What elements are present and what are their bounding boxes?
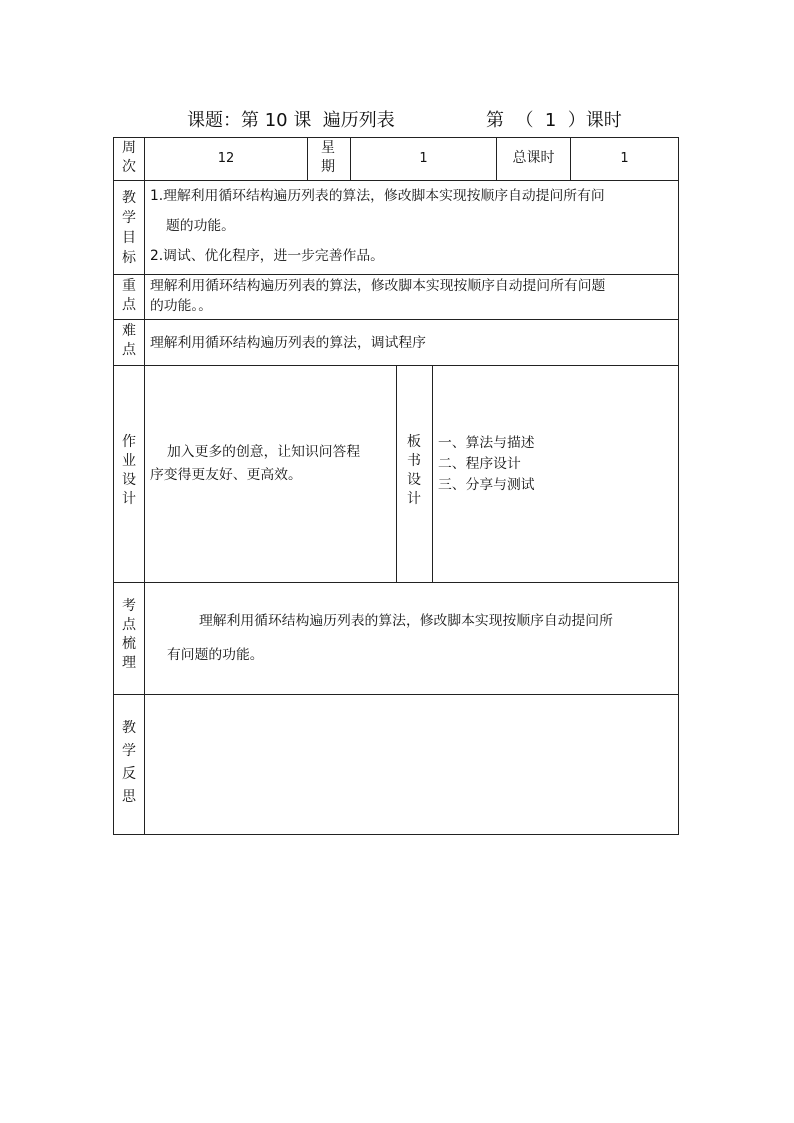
- objective-item-2: 2.调试、优化程序，进一步完善作品。: [150, 248, 384, 264]
- table-border-top: [113, 137, 679, 138]
- homework-line-2: 序变得更友好、更高效。: [150, 467, 302, 483]
- col-divider: [432, 365, 433, 582]
- objective-item-1: 1.理解利用循环结构遍历列表的算法，修改脚本实现按顺序自动提问所有问: [150, 188, 605, 204]
- reflection-label: 教学反思: [122, 720, 136, 805]
- board-item-1: 一、算法与描述: [438, 435, 535, 451]
- board-item-3: 三、分享与测试: [438, 477, 535, 493]
- difficulties-text: 理解利用循环结构遍历列表的算法，调试程序: [150, 335, 426, 351]
- homework-label: 作业设计: [122, 434, 136, 507]
- col-divider: [307, 137, 308, 180]
- row-divider: [113, 694, 679, 695]
- lesson-plan-table: [113, 137, 679, 835]
- row-divider: [113, 180, 679, 181]
- objectives-label: 教学目标: [122, 190, 136, 266]
- board-label: 板书设计: [407, 434, 421, 507]
- exam-points-line-2: 有问题的功能。: [167, 647, 264, 663]
- board-item-2: 二、程序设计: [438, 456, 521, 472]
- key-points-line-1: 理解利用循环结构遍历列表的算法，修改脚本实现按顺序自动提问所有问题: [150, 278, 606, 294]
- week-value: 12: [217, 151, 235, 166]
- week-label: 周次: [122, 140, 136, 175]
- document-title: [0, 106, 794, 132]
- difficulties-label: 难点: [122, 323, 136, 358]
- row-divider: [113, 319, 679, 320]
- row-divider: [113, 582, 679, 583]
- label-column-divider: [144, 137, 145, 835]
- table-border-right: [678, 137, 679, 835]
- col-divider: [396, 365, 397, 582]
- total-hours-label: 总课时: [512, 150, 555, 166]
- key-points-line-2: 的功能。。: [150, 298, 213, 314]
- weekday-label: 星期: [321, 140, 335, 175]
- table-border-left: [113, 137, 114, 835]
- homework-line-1: 加入更多的创意，让知识问答程: [167, 444, 361, 460]
- exam-points-label: 考点梳理: [122, 598, 136, 671]
- key-points-label: 重点: [122, 278, 136, 313]
- total-hours-value: 1: [620, 151, 629, 166]
- objective-item-1-cont: 题的功能。: [166, 218, 235, 234]
- period-title: 第 （ 1 ）课时: [486, 110, 622, 131]
- table-border-bottom: [113, 834, 679, 835]
- exam-points-line-1: 理解利用循环结构遍历列表的算法，修改脚本实现按顺序自动提问所: [199, 613, 613, 629]
- row-divider: [113, 274, 679, 275]
- weekday-value: 1: [419, 151, 428, 166]
- lesson-title: 课题：第 10 课 遍历列表: [187, 110, 395, 131]
